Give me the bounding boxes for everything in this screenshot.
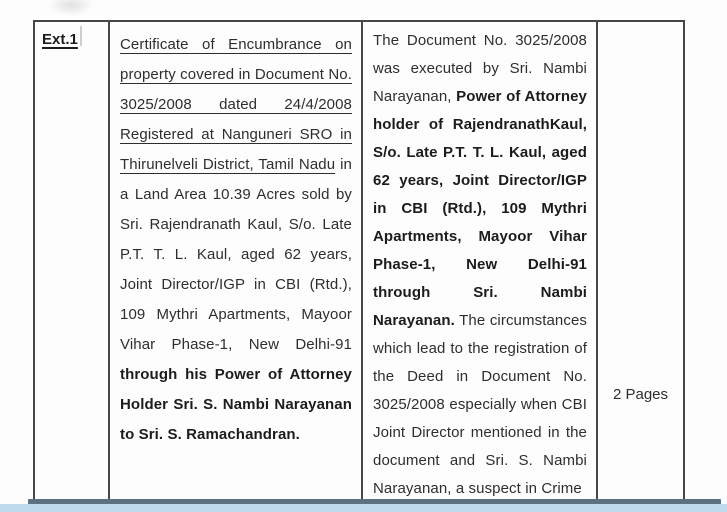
page-count: 2 Pages: [612, 386, 669, 403]
description-cell: [110, 22, 363, 512]
description-paragraph: [120, 30, 352, 450]
description-underlined-text: Certificate of Encumbrance on property covered in Document No. 3025/2008 dated 24/4/2008 Registered at Nanguneri SRO in Thirunelveli District, Tamil Nadu: [120, 36, 352, 173]
details-paragraph: [373, 27, 587, 503]
details-cell: [363, 22, 598, 512]
pages-cell: [598, 22, 683, 512]
details-regular-end-text: The circumstances which lead to the registration of the Deed in Document No. 3025/2008 especially when CBI Joint Director mentioned in the document and Sri. S. Nambi Narayanan, a suspect in Crime: [373, 312, 587, 497]
description-regular-text: in a Land Area 10.39 Acres sold by Sri. Rajendranath Kaul, S/o. Late P.T. T. L. Kaul, aged 62 years, Joint Director/IGP in CBI (Rtd.), 109 Mythri Apartments, Mayoor Vihar Phase-1, New Delhi-91: [120, 156, 352, 353]
description-bold-text: through his Power of Attorney Holder Sri. S. Nambi Narayanan to Sri. S. Ramachandran.: [120, 366, 352, 443]
details-bold-text: Power of Attorney holder of RajendranathKaul, S/o. Late P.T. T. L. Kaul, aged 62 years, Joint Director/IGP in CBI (Rtd.), 109 Mythri Apartments, Mayoor Vihar Phase-1, New Delhi-91 through Sri. Nambi Narayanan.: [373, 88, 587, 329]
exhibit-table: [33, 20, 685, 512]
details-regular-start-text: The Document No. 3025/2008 was executed by Sri. Nambi Narayanan,: [373, 32, 587, 105]
scan-edge-light: [0, 504, 727, 512]
exhibit-number-cell: [35, 22, 110, 512]
exhibit-number: Ext.1: [42, 31, 78, 48]
scan-smudge-artifact: [48, 0, 94, 16]
